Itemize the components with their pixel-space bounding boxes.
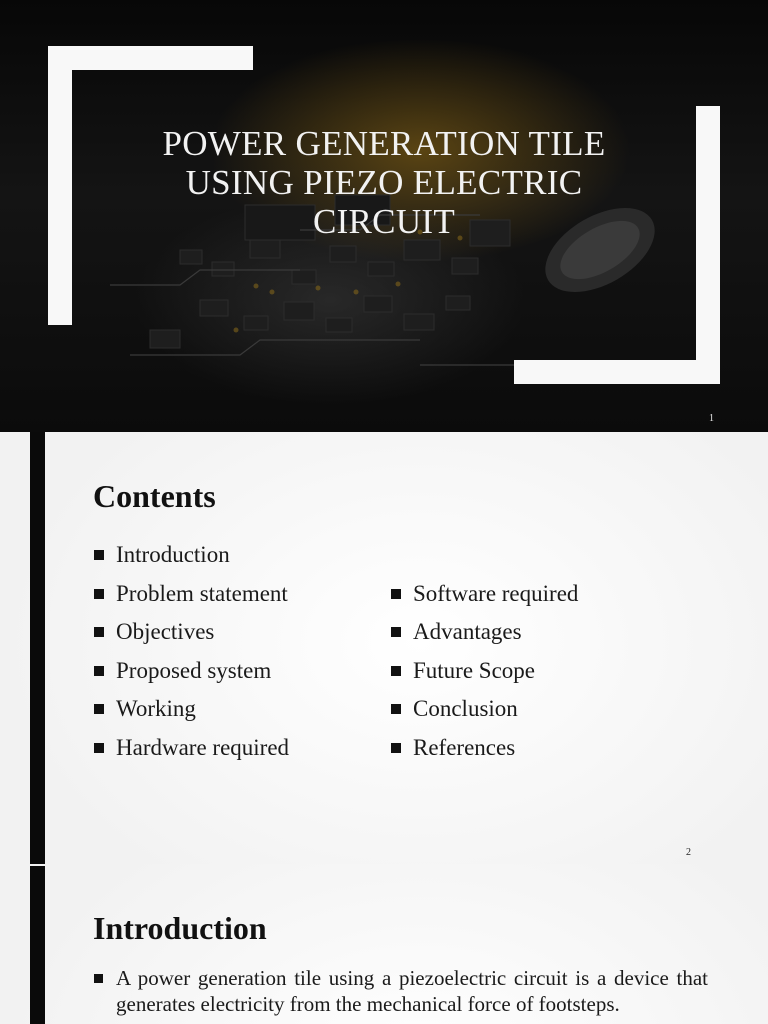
list-item: Proposed system xyxy=(94,652,289,691)
accent-bar xyxy=(30,866,45,1024)
frame-bracket-bottom-right xyxy=(514,360,720,384)
square-bullet-icon xyxy=(391,666,401,676)
square-bullet-icon xyxy=(391,743,401,753)
slide-heading: Introduction xyxy=(93,910,267,946)
contents-list-left xyxy=(94,536,289,767)
contents-list-right xyxy=(391,575,578,768)
frame-bracket-top-left xyxy=(48,46,253,70)
page-number: 2 xyxy=(686,847,691,858)
slide-heading: Contents xyxy=(93,478,216,514)
square-bullet-icon xyxy=(94,974,103,983)
frame-bracket-bottom-right xyxy=(696,106,720,384)
list-item: Problem statement xyxy=(94,575,289,614)
accent-bar xyxy=(30,432,45,864)
square-bullet-icon xyxy=(94,627,104,637)
introduction-slide xyxy=(0,864,768,1024)
list-item: Working xyxy=(94,690,289,729)
list-item: Introduction xyxy=(94,536,289,575)
square-bullet-icon xyxy=(94,704,104,714)
list-item: Objectives xyxy=(94,613,289,652)
square-bullet-icon xyxy=(94,743,104,753)
list-item: Future Scope xyxy=(391,652,578,691)
list-item: Advantages xyxy=(391,613,578,652)
list-item: Conclusion xyxy=(391,690,578,729)
title-slide xyxy=(0,0,768,432)
list-item: Software required xyxy=(391,575,578,614)
square-bullet-icon xyxy=(391,627,401,637)
square-bullet-icon xyxy=(94,550,104,560)
square-bullet-icon xyxy=(391,589,401,599)
list-item: Hardware required xyxy=(94,729,289,768)
contents-slide xyxy=(0,432,768,864)
square-bullet-icon xyxy=(391,704,401,714)
square-bullet-icon xyxy=(94,666,104,676)
list-item: References xyxy=(391,729,578,768)
slide-title: POWER GENERATION TILE USING PIEZO ELECTRIC CIRCUIT xyxy=(162,124,606,241)
frame-bracket-top-left xyxy=(48,46,72,325)
intro-bullet-text: A power generation tile using a piezoelectric circuit is a device that generates electricity from the mechanical force of footsteps. xyxy=(116,966,708,1016)
square-bullet-icon xyxy=(94,589,104,599)
intro-paragraph xyxy=(93,965,708,1017)
page-number: 1 xyxy=(709,413,714,424)
